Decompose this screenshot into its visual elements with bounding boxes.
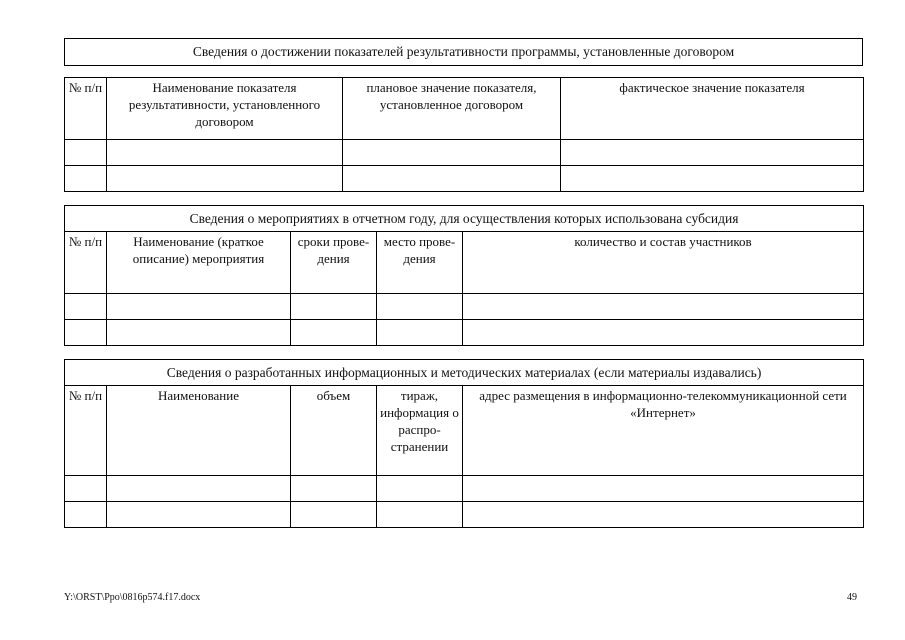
table-cell[interactable] — [463, 502, 864, 528]
col-header-volume: объем — [291, 386, 377, 476]
table-row — [65, 166, 864, 192]
section3-title: Сведения о разработанных информационных и методических материалах (если материалы издавались) — [65, 360, 864, 386]
table-cell[interactable] — [107, 476, 291, 502]
col-header-planned-value: плановое значение показателя, установленное договором — [343, 78, 561, 140]
table-cell[interactable] — [65, 294, 107, 320]
table-cell[interactable] — [65, 166, 107, 192]
table-cell[interactable] — [107, 166, 343, 192]
indicators-table — [64, 77, 864, 192]
col-header-number: № п/п — [65, 78, 107, 140]
table-cell[interactable] — [343, 140, 561, 166]
table-row — [65, 476, 864, 502]
table-cell[interactable] — [291, 476, 377, 502]
col-header-internet-address: адрес размещения в информационно-телекоммуникационной сети «Интернет» — [463, 386, 864, 476]
table-cell[interactable] — [343, 166, 561, 192]
table-cell[interactable] — [561, 166, 864, 192]
table-row — [65, 502, 864, 528]
table-cell[interactable] — [65, 140, 107, 166]
table-cell[interactable] — [561, 140, 864, 166]
table-cell[interactable] — [107, 502, 291, 528]
section1-title: Сведения о достижении показателей результативности программы, установленные договором — [64, 38, 863, 66]
table-cell[interactable] — [107, 140, 343, 166]
table-cell[interactable] — [377, 502, 463, 528]
table-cell[interactable] — [107, 294, 291, 320]
footer-file-path: Y:\ORST\Ppo\0816p574.f17.docx — [64, 592, 201, 603]
table-row — [65, 320, 864, 346]
table-cell[interactable] — [377, 320, 463, 346]
events-table — [64, 205, 864, 346]
table-cell[interactable] — [377, 294, 463, 320]
section2-title: Сведения о мероприятиях в отчетном году, для осуществления которых использована субсидия — [65, 206, 864, 232]
table-cell[interactable] — [463, 320, 864, 346]
table-cell[interactable] — [65, 320, 107, 346]
table-cell[interactable] — [291, 294, 377, 320]
materials-table — [64, 359, 864, 528]
col-header-material-name: Наименование — [107, 386, 291, 476]
col-header-dates: сроки проведения — [291, 232, 377, 294]
table-cell[interactable] — [107, 320, 291, 346]
col-header-number: № п/п — [65, 232, 107, 294]
col-header-participants: количество и состав участников — [463, 232, 864, 294]
col-header-circulation: тираж, информация о распространении — [377, 386, 463, 476]
table-cell[interactable] — [463, 294, 864, 320]
col-header-location: место проведения — [377, 232, 463, 294]
col-header-number: № п/п — [65, 386, 107, 476]
table-cell[interactable] — [291, 502, 377, 528]
col-header-actual-value: фактическое значение показателя — [561, 78, 864, 140]
table-cell[interactable] — [65, 502, 107, 528]
col-header-event-name: Наименование (краткое описание) мероприятия — [107, 232, 291, 294]
table-cell[interactable] — [65, 476, 107, 502]
table-row — [65, 294, 864, 320]
table-row — [65, 140, 864, 166]
table-cell[interactable] — [463, 476, 864, 502]
footer-page-number: 49 — [847, 592, 857, 603]
col-header-indicator-name: Наименование показателя результативности, установленного договором — [107, 78, 343, 140]
table-cell[interactable] — [291, 320, 377, 346]
table-cell[interactable] — [377, 476, 463, 502]
